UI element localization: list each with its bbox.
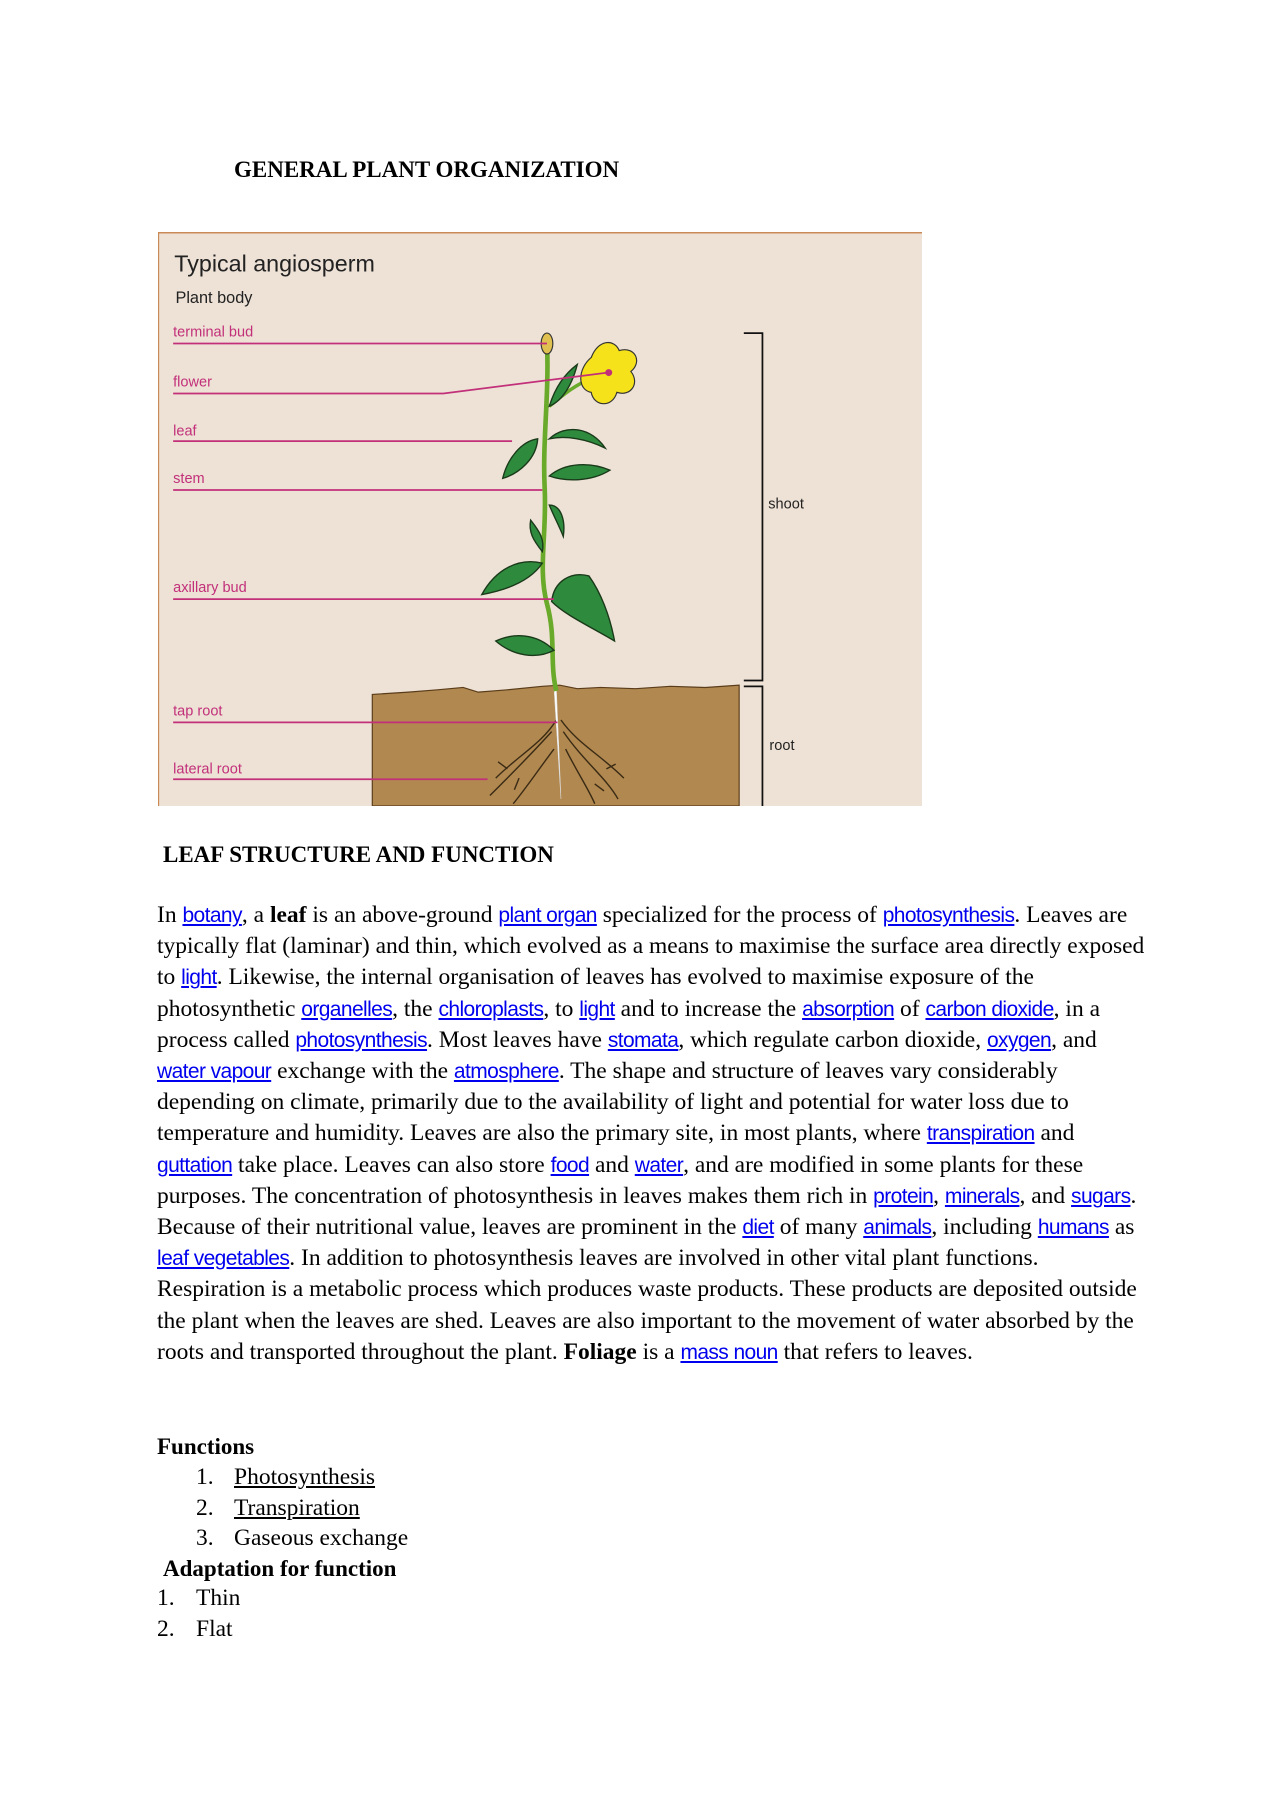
list-item: Flat <box>196 1615 233 1642</box>
link-plant-organ[interactable]: plant organ <box>498 904 597 927</box>
label-axillary-bud: axillary bud <box>173 580 247 597</box>
list-number: 1. <box>157 1585 175 1611</box>
paragraph-text: and <box>1034 1120 1075 1147</box>
paragraph-text: . In addition to photosynthesis leaves are involved in other vital plant functions. Respiration is a metabolic process which produces waste products. These products are deposited outside the plant when the leaves are shed. Leaves are also important to the movement of water absorbed by the roots and transported throughout the plant. <box>157 1245 1137 1365</box>
paragraph-text: , and <box>1019 1182 1072 1209</box>
paragraph-text: of <box>894 995 926 1022</box>
plant-body-diagram <box>158 232 922 806</box>
paragraph-text: . Most leaves have <box>427 1026 608 1053</box>
link-transpiration[interactable]: transpiration <box>926 1122 1035 1146</box>
link-botany[interactable]: botany <box>182 904 242 927</box>
link-light[interactable]: light <box>579 997 615 1021</box>
paragraph-text: . Likewise, the internal organisation of leaves has evolved to maximise exposure of the photosynthetic <box>157 964 1034 1022</box>
link-sugars[interactable]: sugars <box>1071 1184 1131 1208</box>
list-item: Transpiration <box>234 1494 360 1521</box>
list-number: 2. <box>157 1615 175 1642</box>
list-number: 3. <box>196 1525 214 1551</box>
heading-general-plant-organization: GENERAL PLANT ORGANIZATION <box>234 157 620 182</box>
paragraph-text: take place. Leaves can also store <box>232 1151 551 1178</box>
link-photosynthesis[interactable]: photosynthesis <box>882 904 1015 927</box>
diagram-subtitle: Plant body <box>175 288 253 307</box>
list-number: 1. <box>196 1464 214 1490</box>
label-terminal-bud: terminal bud <box>173 324 254 341</box>
link-organelles[interactable]: organelles <box>301 997 393 1021</box>
list-item: Photosynthesis <box>234 1464 376 1490</box>
link-atmosphere[interactable]: atmosphere <box>453 1060 559 1084</box>
link-water[interactable]: water <box>634 1153 684 1177</box>
leaf-description-paragraph <box>157 900 1147 1368</box>
paragraph-text: is a <box>636 1338 681 1365</box>
heading-leaf-structure: LEAF STRUCTURE AND FUNCTION <box>163 842 554 867</box>
paragraph-text: , including <box>931 1214 1038 1241</box>
paragraph-text: , and are modified in some plants for these purposes. The concentration of photosynthesis in leaves makes them rich in <box>157 1151 1084 1209</box>
paragraph-text: . The shape and structure of leaves vary considerably depending on climate, primarily due to the availability of light and potential for water loss due to temperature and humidity. Leaves are also the primary site, in most plants, where <box>157 1058 1069 1147</box>
link-absorption[interactable]: absorption <box>802 997 895 1021</box>
paragraph-text: , a <box>241 902 270 928</box>
list-item: Thin <box>196 1585 241 1611</box>
paragraph-text: as <box>1108 1214 1135 1241</box>
link-chloroplasts[interactable]: chloroplasts <box>438 997 544 1021</box>
link-water-vapour[interactable]: water vapour <box>157 1060 272 1084</box>
link-oxygen[interactable]: oxygen <box>986 1028 1052 1052</box>
paragraph-text: specialized for the process of <box>596 902 883 928</box>
heading-functions: Functions <box>157 1434 255 1459</box>
link-leaf-vegetables[interactable]: leaf vegetables <box>157 1247 290 1271</box>
heading-adaptation: Adaptation for function <box>163 1556 397 1581</box>
paragraph-text: . Because of their nutritional value, leaves are prominent in the <box>157 1182 1137 1241</box>
paragraph-text: is an above-ground <box>306 902 499 928</box>
paragraph-text: , to <box>543 995 580 1022</box>
paragraph-text: , which regulate carbon dioxide, <box>678 1026 987 1053</box>
label-stem: stem <box>173 470 205 487</box>
link-humans[interactable]: humans <box>1037 1216 1109 1240</box>
label-tap-root: tap root <box>173 703 223 720</box>
list-number: 2. <box>196 1494 214 1521</box>
link-diet[interactable]: diet <box>742 1216 774 1240</box>
link-mass-noun[interactable]: mass noun <box>680 1340 778 1364</box>
bold-term: Foliage <box>563 1338 637 1365</box>
link-guttation[interactable]: guttation <box>157 1153 233 1177</box>
paragraph-text: that refers to leaves. <box>777 1338 973 1365</box>
diagram-title: Typical angiosperm <box>174 250 375 277</box>
paragraph-text: , the <box>392 995 439 1022</box>
label-shoot: shoot <box>768 496 804 513</box>
paragraph-text: , <box>933 1182 945 1209</box>
link-carbon-dioxide[interactable]: carbon dioxide <box>925 997 1054 1021</box>
paragraph-text: and to increase the <box>614 995 803 1022</box>
link-food[interactable]: food <box>550 1153 590 1177</box>
link-minerals[interactable]: minerals <box>944 1184 1020 1208</box>
bold-term: leaf <box>269 902 307 928</box>
label-lateral-root: lateral root <box>173 761 242 778</box>
list-item: Gaseous exchange <box>234 1525 409 1551</box>
link-photosynthesis[interactable]: photosynthesis <box>295 1028 428 1052</box>
paragraph-text: and <box>589 1151 635 1178</box>
link-protein[interactable]: protein <box>873 1184 934 1208</box>
label-root: root <box>769 738 795 755</box>
link-animals[interactable]: animals <box>863 1216 932 1240</box>
paragraph-text: , and <box>1051 1026 1097 1053</box>
label-flower: flower <box>173 374 212 391</box>
paragraph-text: In <box>157 902 183 928</box>
label-leaf: leaf <box>173 423 197 440</box>
paragraph-text: exchange with the <box>271 1058 454 1085</box>
link-stomata[interactable]: stomata <box>607 1028 679 1052</box>
paragraph-text: , in a process called <box>157 995 1101 1053</box>
link-light[interactable]: light <box>181 966 217 990</box>
paragraph-text: of many <box>773 1214 864 1241</box>
paragraph-text: . Leaves are typically flat (laminar) and thin, which evolved as a means to maximise the surface area directly exposed to <box>157 902 1145 991</box>
